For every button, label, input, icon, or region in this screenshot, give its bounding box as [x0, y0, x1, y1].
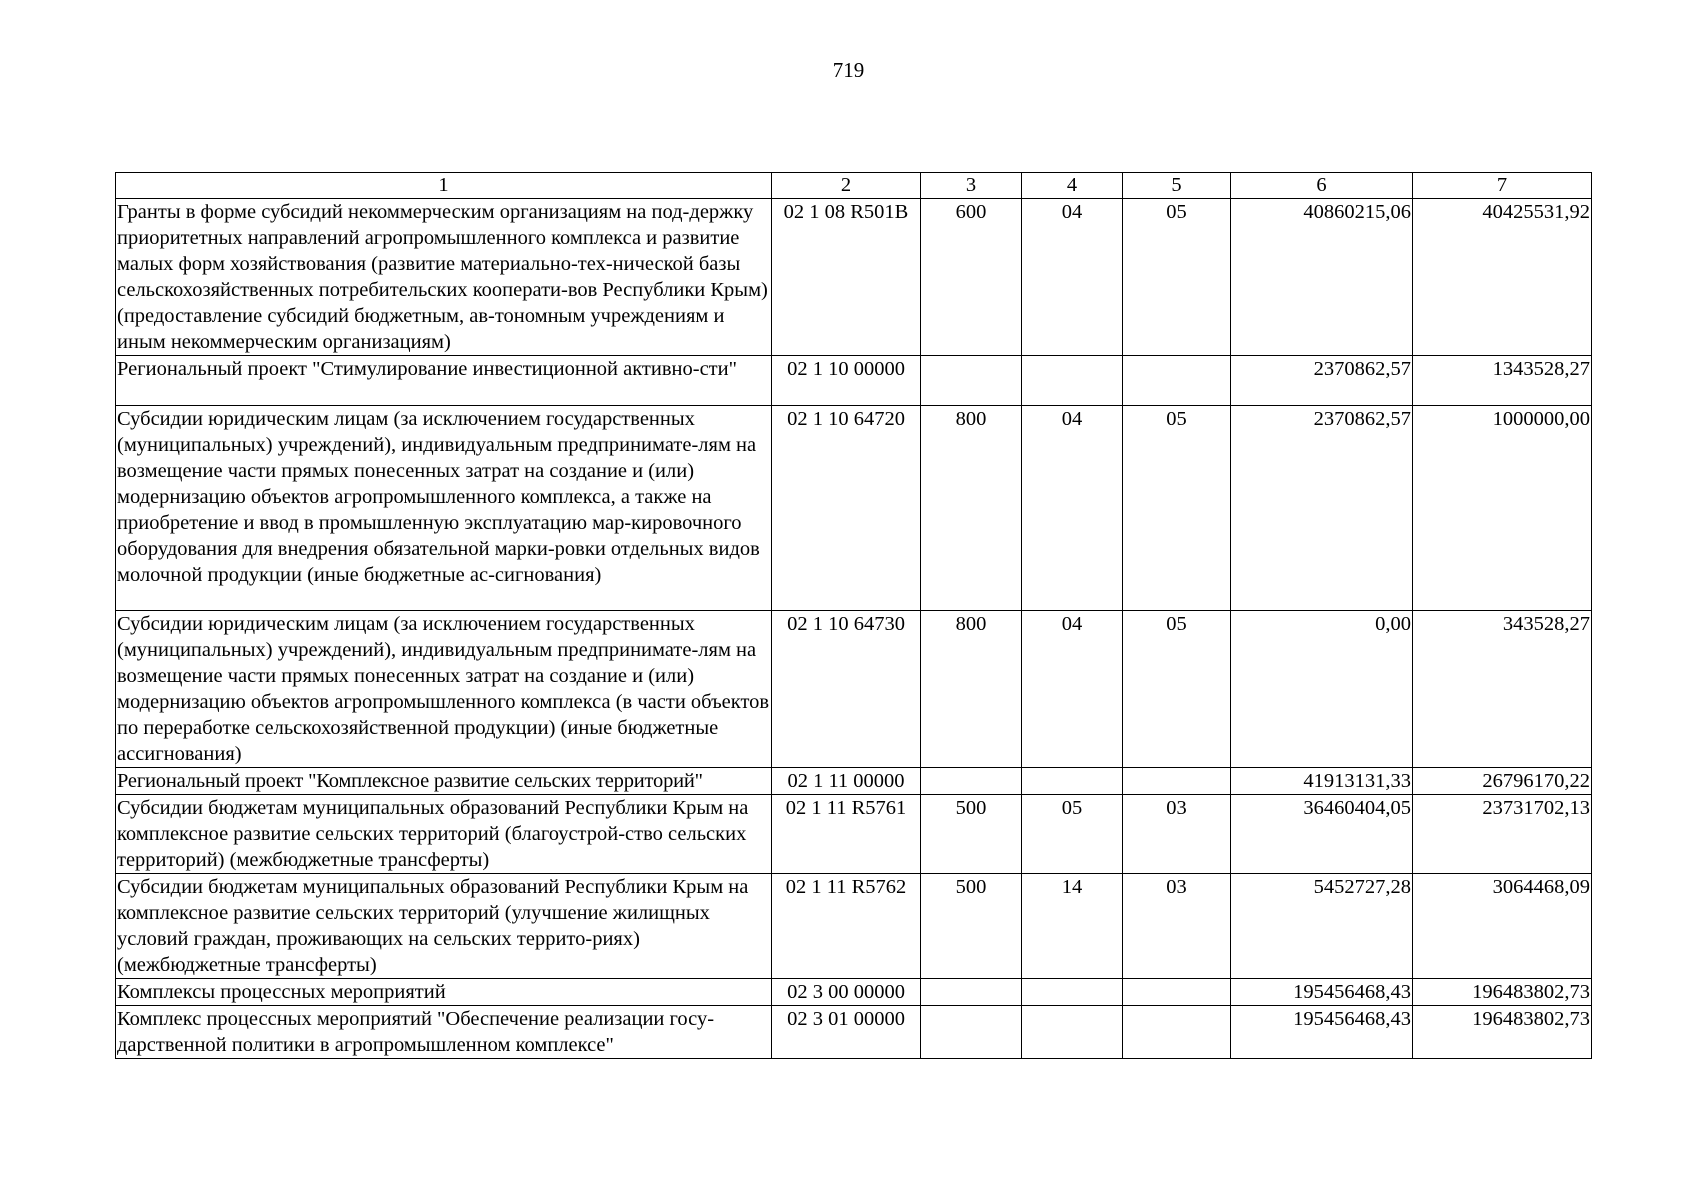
row-sum-col6: 5452727,28 — [1231, 874, 1413, 979]
header-col-5: 5 — [1123, 173, 1231, 199]
row-vr: 800 — [921, 406, 1022, 611]
row-sum-col6: 0,00 — [1231, 611, 1413, 768]
row-code: 02 1 08 R501В — [772, 199, 921, 356]
row-code: 02 1 11 R5761 — [772, 795, 921, 874]
row-vr: 500 — [921, 795, 1022, 874]
table-row — [116, 406, 1592, 611]
row-rz — [1022, 1006, 1123, 1059]
table-row — [116, 611, 1592, 768]
row-sum-col7: 196483802,73 — [1413, 979, 1592, 1006]
table-row — [116, 768, 1592, 795]
table-row — [116, 795, 1592, 874]
table-row — [116, 979, 1592, 1006]
row-pr: 03 — [1123, 795, 1231, 874]
row-sum-col7: 3064468,09 — [1413, 874, 1592, 979]
row-vr — [921, 356, 1022, 406]
row-name: Субсидии юридическим лицам (за исключением государственных (муниципальных) учреждений), индивидуальным предпринимате-лям на возмещение части прямых понесенных затрат на создание и (или) модернизацию объектов агропромышленного комплекса, а также на приобретение и ввод в промышленную эксплуатацию мар-кировочного оборудования для внедрения обязательной марки-ровки отдельных видов молочной продукции (иные бюджетные ас-сигнования) — [116, 406, 772, 611]
row-pr: 05 — [1123, 406, 1231, 611]
row-code: 02 1 10 64730 — [772, 611, 921, 768]
row-rz — [1022, 356, 1123, 406]
row-rz — [1022, 979, 1123, 1006]
row-name: Субсидии юридическим лицам (за исключением государственных (муниципальных) учреждений), индивидуальным предпринимате-лям на возмещение части прямых понесенных затрат на создание и (или) модернизацию объектов агропромышленного комплекса (в части объектов по переработке сельскохозяйственной продукции) (иные бюджетные ассигнования) — [116, 611, 772, 768]
row-pr — [1123, 1006, 1231, 1059]
header-col-2: 2 — [772, 173, 921, 199]
row-sum-col6: 36460404,05 — [1231, 795, 1413, 874]
row-pr: 05 — [1123, 611, 1231, 768]
row-rz: 04 — [1022, 199, 1123, 356]
row-name: Региональный проект "Комплексное развитие сельских территорий" — [116, 768, 772, 795]
row-sum-col6: 41913131,33 — [1231, 768, 1413, 795]
table-row — [116, 874, 1592, 979]
row-pr — [1123, 768, 1231, 795]
row-code: 02 1 11 00000 — [772, 768, 921, 795]
header-row — [116, 173, 1592, 199]
row-name: Субсидии бюджетам муниципальных образований Республики Крым на комплексное развитие сельских территорий (благоустрой-ство сельских территорий) (межбюджетные трансферты) — [116, 795, 772, 874]
row-code: 02 1 10 64720 — [772, 406, 921, 611]
page-number: 719 — [832, 58, 865, 82]
row-pr — [1123, 979, 1231, 1006]
row-rz: 14 — [1022, 874, 1123, 979]
header-col-7: 7 — [1413, 173, 1592, 199]
header-col-4: 4 — [1022, 173, 1123, 199]
row-vr: 800 — [921, 611, 1022, 768]
row-vr — [921, 979, 1022, 1006]
row-vr: 500 — [921, 874, 1022, 979]
row-code: 02 1 10 00000 — [772, 356, 921, 406]
row-name: Региональный проект "Стимулирование инвестиционной активно-сти" — [116, 356, 772, 406]
row-rz: 04 — [1022, 406, 1123, 611]
budget-table — [115, 172, 1592, 1059]
row-pr: 05 — [1123, 199, 1231, 356]
row-rz — [1022, 768, 1123, 795]
row-vr: 600 — [921, 199, 1022, 356]
row-pr — [1123, 356, 1231, 406]
table-row — [116, 356, 1592, 406]
row-code: 02 3 01 00000 — [772, 1006, 921, 1059]
table-row — [116, 1006, 1592, 1059]
header-col-6: 6 — [1231, 173, 1413, 199]
row-rz: 05 — [1022, 795, 1123, 874]
row-vr — [921, 1006, 1022, 1059]
row-sum-col7: 26796170,22 — [1413, 768, 1592, 795]
row-sum-col7: 196483802,73 — [1413, 1006, 1592, 1059]
row-sum-col6: 195456468,43 — [1231, 979, 1413, 1006]
row-name: Субсидии бюджетам муниципальных образований Республики Крым на комплексное развитие сельских территорий (улучшение жилищных условий граждан, проживающих на сельских террито-риях) (межбюджетные трансферты) — [116, 874, 772, 979]
row-pr: 03 — [1123, 874, 1231, 979]
header-col-3: 3 — [921, 173, 1022, 199]
row-name: Комплекс процессных мероприятий "Обеспечение реализации госу-дарственной политики в агропромышленном комплексе" — [116, 1006, 772, 1059]
row-sum-col7: 1000000,00 — [1413, 406, 1592, 611]
row-name: Комплексы процессных мероприятий — [116, 979, 772, 1006]
row-sum-col6: 195456468,43 — [1231, 1006, 1413, 1059]
row-sum-col6: 2370862,57 — [1231, 406, 1413, 611]
row-sum-col6: 2370862,57 — [1231, 356, 1413, 406]
table-row — [116, 199, 1592, 356]
row-name: Гранты в форме субсидий некоммерческим организациям на под-держку приоритетных направлений агропромышленного комплекса и развитие малых форм хозяйствования (развитие материально-тех-нической базы сельскохозяйственных потребительских кооперати-вов Республики Крым) (предоставление субсидий бюджетным, ав-тономным учреждениям и иным некоммерческим организациям) — [116, 199, 772, 356]
row-sum-col7: 1343528,27 — [1413, 356, 1592, 406]
row-sum-col7: 23731702,13 — [1413, 795, 1592, 874]
row-rz: 04 — [1022, 611, 1123, 768]
header-col-1: 1 — [116, 173, 772, 199]
row-vr — [921, 768, 1022, 795]
row-sum-col6: 40860215,06 — [1231, 199, 1413, 356]
row-code: 02 1 11 R5762 — [772, 874, 921, 979]
row-sum-col7: 343528,27 — [1413, 611, 1592, 768]
row-code: 02 3 00 00000 — [772, 979, 921, 1006]
row-sum-col7: 40425531,92 — [1413, 199, 1592, 356]
